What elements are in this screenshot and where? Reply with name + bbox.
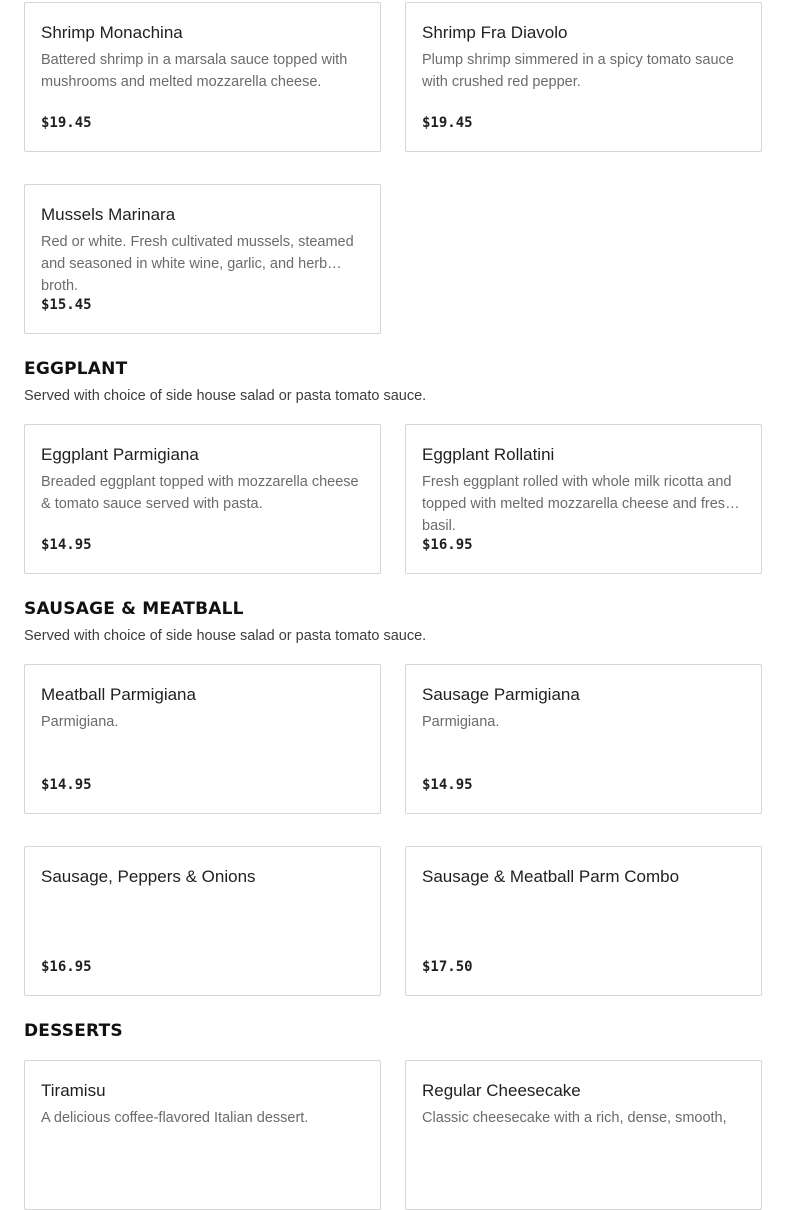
menu-item-description: Plump shrimp simmered in a spicy tomato sauce with crushed red pepper. — [422, 52, 734, 90]
menu-item-card-meatball-parmigiana[interactable] — [24, 664, 381, 814]
menu-item-description: Classic cheesecake with a rich, dense, smooth, — [422, 1110, 727, 1126]
menu-item-price: $19.45 — [422, 115, 473, 131]
menu-item-description: Parmigiana. — [41, 714, 119, 730]
menu-item-card-regular-cheesecake[interactable] — [405, 1060, 762, 1210]
menu-item-name: Shrimp Fra Diavolo — [422, 23, 568, 42]
menu-item-card-eggplant-parmigiana[interactable] — [24, 424, 381, 574]
menu-item-description — [41, 893, 364, 937]
menu-item-card-tiramisu[interactable] — [24, 1060, 381, 1210]
menu-item-name: Sausage, Peppers & Onions — [41, 867, 256, 886]
menu-item-card-sausage-meatball-parm-combo[interactable] — [405, 846, 762, 996]
menu-item-name: Mussels Marinara — [41, 205, 176, 224]
menu-item-description: Fresh eggplant rolled with whole milk ricotta and topped with melted mozzarella cheese and fresh basil. — [422, 474, 734, 534]
menu-item-name: Sausage Parmigiana — [422, 685, 580, 704]
section-subtitle-eggplant: Served with choice of side house salad or pasta tomato sauce. — [24, 388, 427, 404]
menu-item-price: $17.50 — [422, 959, 473, 975]
menu-item-description — [422, 893, 745, 937]
section-title-desserts: DESSERTS — [24, 1021, 123, 1041]
menu-item-price: $14.95 — [41, 537, 92, 553]
menu-item-card-shrimp-fra-diavolo[interactable] — [405, 2, 762, 152]
menu-item-price: $16.95 — [41, 959, 92, 975]
menu-item-description: A delicious coffee-flavored Italian dessert. — [41, 1110, 309, 1126]
menu-item-card-eggplant-rollatini[interactable] — [405, 424, 762, 574]
menu-item-name: Eggplant Rollatini — [422, 445, 555, 464]
section-title-sausage-meatball: SAUSAGE & MEATBALL — [24, 599, 244, 619]
menu-item-name: Tiramisu — [41, 1081, 106, 1100]
menu-item-name: Eggplant Parmigiana — [41, 445, 199, 464]
menu-item-price: $14.95 — [41, 777, 92, 793]
menu-item-name: Shrimp Monachina — [41, 23, 183, 42]
menu-item-description: Red or white. Fresh cultivated mussels, steamed and seasoned in white wine, garlic, and herb broth. — [41, 234, 354, 294]
menu-item-description: Breaded eggplant topped with mozzarella cheese & tomato sauce served with pasta. — [41, 474, 359, 512]
menu-item-price: $15.45 — [41, 297, 92, 313]
menu-item-description: Parmigiana. — [422, 714, 500, 730]
menu-item-price: $14.95 — [422, 777, 473, 793]
menu-item-price: $19.45 — [41, 115, 92, 131]
menu-item-card-sausage-peppers-onions[interactable] — [24, 846, 381, 996]
menu-item-price: $16.95 — [422, 537, 473, 553]
menu-item-name: Regular Cheesecake — [422, 1081, 581, 1100]
menu-item-card-mussels-marinara[interactable] — [24, 184, 381, 334]
menu-item-name: Sausage & Meatball Parm Combo — [422, 867, 680, 886]
menu-item-name: Meatball Parmigiana — [41, 685, 196, 704]
menu-item-card-sausage-parmigiana[interactable] — [405, 664, 762, 814]
section-subtitle-sausage-meatball: Served with choice of side house salad or pasta tomato sauce. — [24, 628, 427, 644]
section-title-eggplant: EGGPLANT — [24, 359, 128, 379]
menu-item-card-shrimp-monachina[interactable] — [24, 2, 381, 152]
menu-item-description: Battered shrimp in a marsala sauce topped with mushrooms and melted mozzarella cheese. — [41, 52, 348, 90]
